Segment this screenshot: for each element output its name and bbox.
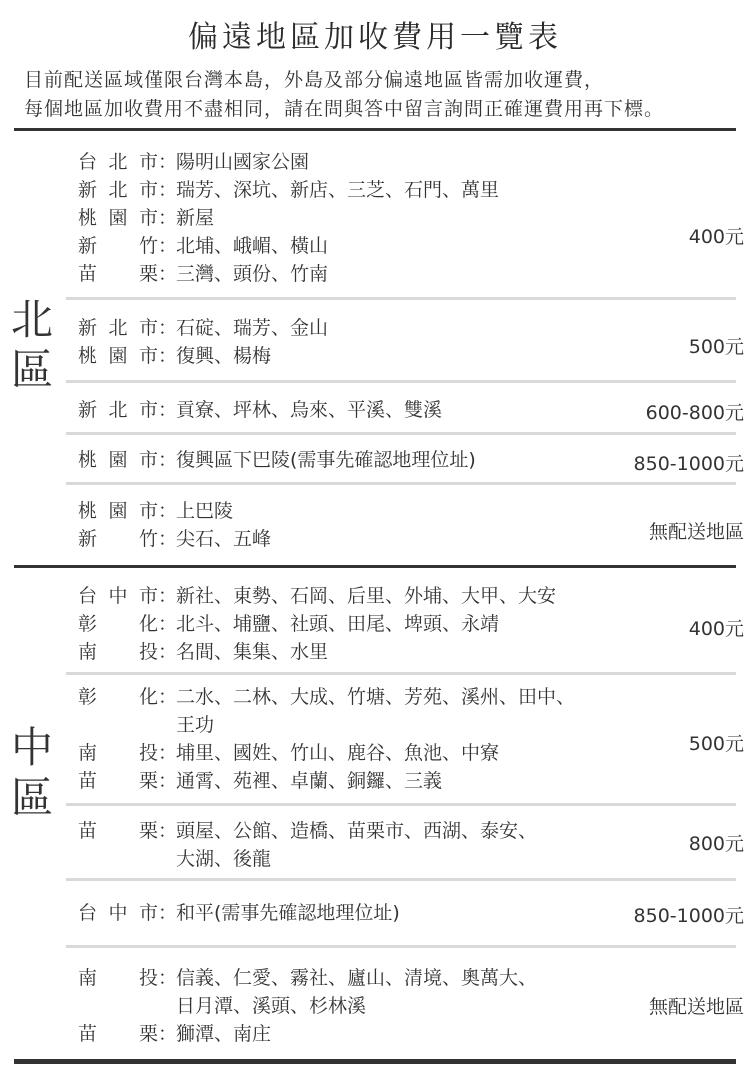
- city-name: 桃園市: [78, 207, 158, 229]
- place-list: 通霄、苑裡、卓蘭、銅鑼、三義: [176, 770, 443, 792]
- row-divider: [66, 432, 736, 435]
- area-entry: [66, 711, 736, 739]
- city-name: 南 投: [78, 967, 158, 989]
- row-divider: [66, 672, 736, 675]
- row-divider: [66, 878, 736, 881]
- colon: [158, 992, 176, 1020]
- place-list: 貢寮、坪林、烏來、平溪、雙溪: [176, 399, 443, 421]
- place-list: 二水、二林、大成、竹塘、芳苑、溪州、田中、: [176, 686, 576, 708]
- area-entry: [66, 1020, 736, 1048]
- city-name: 新北市: [78, 317, 158, 339]
- city-name: 南 投: [78, 641, 158, 663]
- area-entry: [66, 204, 736, 232]
- place-list: 北埔、峨嵋、橫山: [176, 235, 329, 257]
- city-name: 苗 栗: [78, 820, 158, 842]
- area-entry: [66, 992, 736, 1020]
- city-name: [78, 992, 158, 1020]
- area-entry: [66, 232, 736, 260]
- colon: ：: [158, 235, 178, 257]
- place-list: 瑞芳、深坑、新店、三芝、石門、萬里: [176, 179, 500, 201]
- city-name: 南 投: [78, 742, 158, 764]
- place-list: 王功: [176, 714, 215, 736]
- colon: ：: [158, 207, 178, 229]
- fee-group: [66, 582, 736, 666]
- place-list: 上巴陵: [176, 500, 234, 522]
- place-list: 新屋: [176, 207, 215, 229]
- colon: ：: [158, 1023, 178, 1045]
- fee-price: 無配送地區: [648, 996, 744, 1018]
- row-divider: [66, 482, 736, 485]
- city-name: 台中市: [78, 585, 158, 607]
- place-list: 新社、東勢、石岡、后里、外埔、大甲、大安: [176, 585, 557, 607]
- colon: ：: [158, 902, 178, 924]
- city-name: [78, 845, 158, 873]
- colon: ：: [158, 613, 178, 635]
- area-entry: [66, 638, 736, 666]
- colon: ：: [158, 399, 178, 421]
- city-name: 苗 栗: [78, 770, 158, 792]
- colon: ：: [158, 151, 178, 173]
- region-label-char: 北: [10, 295, 53, 344]
- area-entry: [66, 176, 736, 204]
- place-list: 復興區下巴陵(需事先確認地理位址): [176, 449, 476, 471]
- area-entry: [66, 148, 736, 176]
- fee-group: [66, 314, 736, 370]
- city-name: 台北市: [78, 151, 158, 173]
- place-list: 陽明山國家公園: [176, 151, 310, 173]
- region-label-char: 區: [10, 773, 53, 822]
- fee-price: 無配送地區: [648, 521, 744, 543]
- fee-price: 850-1000元: [633, 453, 744, 475]
- place-list: 復興、楊梅: [176, 345, 272, 367]
- city-name: 新北市: [78, 179, 158, 201]
- fee-price: 500元: [688, 733, 744, 755]
- colon: ：: [158, 263, 178, 285]
- fee-price: 400元: [688, 618, 744, 640]
- area-entry: [66, 396, 736, 424]
- bottom-rule: [14, 1059, 736, 1064]
- colon: ：: [158, 686, 178, 708]
- fee-price: 400元: [688, 226, 744, 248]
- area-entry: [66, 314, 736, 342]
- area-entry: [66, 817, 736, 845]
- colon: ：: [158, 820, 178, 842]
- colon: ：: [158, 641, 178, 663]
- colon: ：: [158, 500, 178, 522]
- area-entry: [66, 767, 736, 795]
- intro-text: [24, 66, 734, 124]
- fee-group: [66, 964, 736, 1048]
- place-list: 北斗、埔鹽、社頭、田尾、埤頭、永靖: [176, 613, 500, 635]
- region-label-north: [8, 295, 56, 395]
- city-name: 台中市: [78, 902, 158, 924]
- place-list: 石碇、瑞芳、金山: [176, 317, 329, 339]
- city-name: 新 竹: [78, 528, 158, 550]
- city-name: 苗 栗: [78, 1023, 158, 1045]
- area-entry: [66, 683, 736, 711]
- place-list: 頭屋、公館、造橋、苗栗市、西湖、泰安、: [176, 820, 538, 842]
- colon: ：: [158, 770, 178, 792]
- colon: ：: [158, 449, 178, 471]
- colon: [158, 711, 176, 739]
- colon: ：: [158, 179, 178, 201]
- area-entry: [66, 525, 736, 553]
- fee-price: 600-800元: [645, 402, 744, 424]
- place-list: 信義、仁愛、霧社、廬山、清境、奧萬大、: [176, 967, 538, 989]
- fee-price: 500元: [688, 336, 744, 358]
- place-list: 獅潭、南庄: [176, 1023, 272, 1045]
- city-name: 桃園市: [78, 345, 158, 367]
- area-entry: [66, 497, 736, 525]
- place-list: 三灣、頭份、竹南: [176, 263, 329, 285]
- colon: ：: [158, 585, 178, 607]
- place-list: 大湖、後龍: [176, 848, 272, 870]
- city-name: 新 竹: [78, 235, 158, 257]
- area-entry: [66, 582, 736, 610]
- place-list: 尖石、五峰: [176, 528, 272, 550]
- fee-group: [66, 817, 736, 873]
- area-entry: [66, 610, 736, 638]
- area-entry: [66, 260, 736, 288]
- colon: ：: [158, 742, 178, 764]
- city-name: 新北市: [78, 399, 158, 421]
- colon: ：: [158, 317, 178, 339]
- colon: ：: [158, 345, 178, 367]
- colon: [158, 845, 176, 873]
- row-divider: [66, 297, 736, 300]
- fee-group: [66, 396, 736, 424]
- fee-group: [66, 683, 736, 795]
- place-list: 和平(需事先確認地理位址): [176, 902, 400, 924]
- area-entry: [66, 845, 736, 873]
- fee-price: 850-1000元: [633, 905, 744, 927]
- area-entry: [66, 964, 736, 992]
- row-divider: [66, 803, 736, 806]
- city-name: 彰 化: [78, 613, 158, 635]
- page-title: 偏遠地區加收費用一覽表: [188, 20, 562, 55]
- city-name: 彰 化: [78, 686, 158, 708]
- place-list: 埔里、國姓、竹山、鹿谷、魚池、中寮: [176, 742, 500, 764]
- area-entry: [66, 739, 736, 767]
- city-name: 桃園市: [78, 500, 158, 522]
- region-rule: [14, 565, 736, 568]
- region-label-char: 區: [10, 345, 53, 394]
- city-name: [78, 711, 158, 739]
- top-rule: [14, 128, 736, 131]
- intro-line: 目前配送區域僅限台灣本島，外島及部分偏遠地區皆需加收運費，: [24, 69, 605, 91]
- colon: ：: [158, 967, 178, 989]
- place-list: 日月潭、溪頭、杉林溪: [176, 995, 367, 1017]
- city-name: 苗 栗: [78, 263, 158, 285]
- intro-line: 每個地區加收費用不盡相同，請在問與答中留言詢問正確運費用再下標。: [24, 98, 665, 120]
- region-label-char: 中: [10, 723, 53, 772]
- fee-group: [66, 148, 736, 288]
- fee-group: [66, 497, 736, 553]
- colon: ：: [158, 528, 178, 550]
- row-divider: [66, 945, 736, 948]
- place-list: 名間、集集、水里: [176, 641, 329, 663]
- row-divider: [66, 380, 736, 383]
- region-label-central: [8, 723, 56, 823]
- area-entry: [66, 342, 736, 370]
- city-name: 桃園市: [78, 449, 158, 471]
- fee-price: 800元: [688, 833, 744, 855]
